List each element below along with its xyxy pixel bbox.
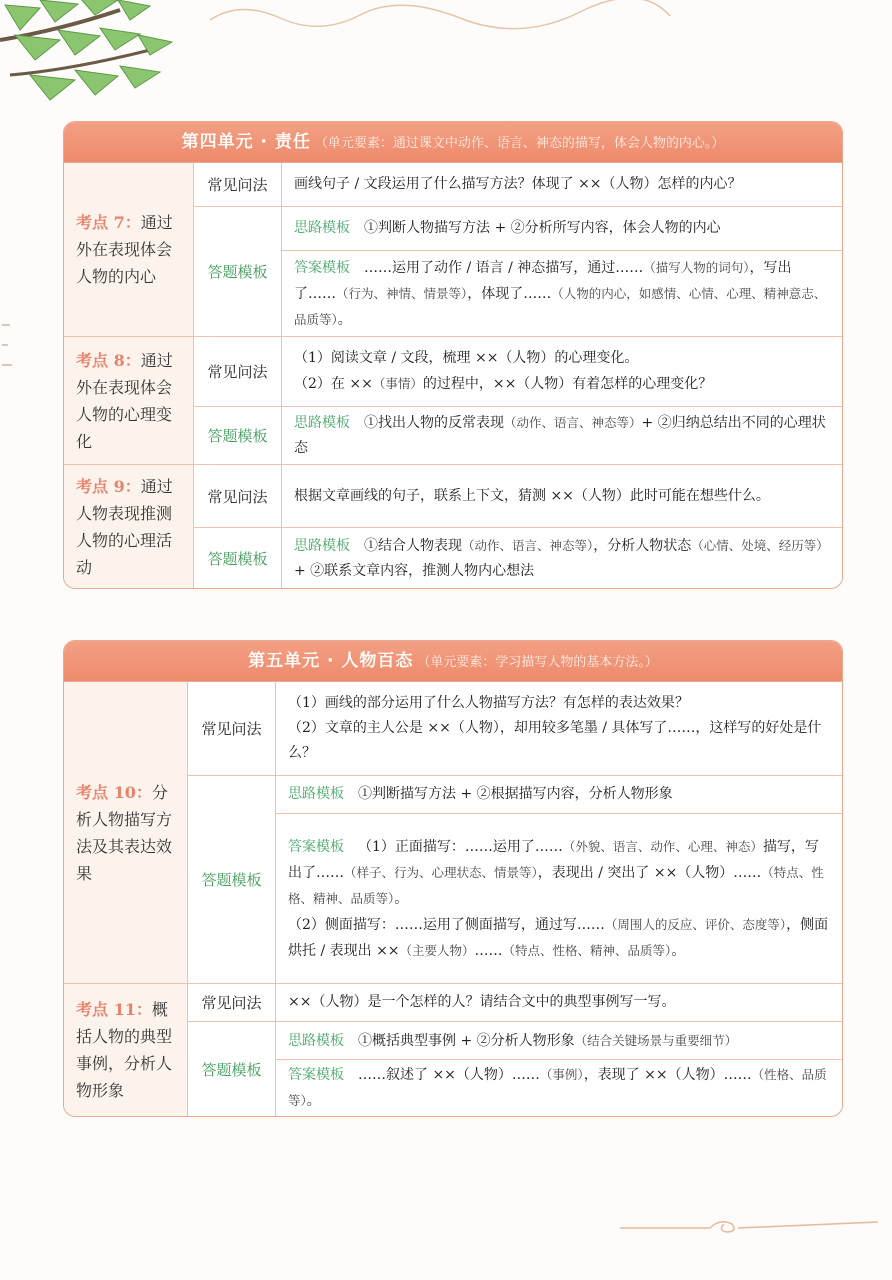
silu-tag: 思路模板 [288, 786, 344, 802]
kaodian-10-answer-label: 答题模板 [188, 776, 276, 984]
kaodian-10 [64, 682, 188, 984]
unit-4-note: （单元要素：通过课文中动作、语言、神态的描写，体会人物的内心。） [314, 136, 725, 151]
silu-text: ，分析人物状态 [593, 537, 692, 554]
daan-note: （样子、行为、心理状态、情景等） [344, 864, 538, 880]
kaodian-11-daan [276, 1060, 842, 1116]
kaodian-8-question-1: （1）阅读文章 / 文段，梳理 ××（人物）的心理变化。 [294, 350, 639, 366]
unit-5-note: （单元要素：学习描写人物的基本方法。） [417, 655, 658, 670]
daan-note: （描写人物的词句） [643, 259, 750, 275]
daan-text: （2）侧面描写：……运用了侧面描写，通过写…… [288, 916, 605, 933]
cloud-line-decoration [200, 0, 680, 30]
kaodian-7-daan [282, 251, 842, 337]
daan-text: ……叙述了 ××（人物）…… [358, 1067, 540, 1083]
pine-branch-decoration [0, 0, 200, 130]
unit-4-title: 第四单元 · 责任 [181, 132, 311, 152]
kaodian-9 [64, 465, 194, 588]
daan-note: （人物的内心，如感情、心情、心理、精神意志、品质等） [294, 285, 827, 327]
kaodian-7-question [282, 163, 842, 207]
daan-note: （特点、性格、精神、品质等） [502, 942, 672, 958]
daan-text: 。 [306, 1093, 321, 1109]
daan-text: （1）正面描写：……运用了…… [358, 838, 563, 855]
silu-text: + ②联系文章内容，推测人物内心想法 [294, 562, 535, 579]
daan-text: ，体现了…… [467, 285, 552, 302]
kaodian-8-question-label: 常见问法 [194, 337, 282, 407]
daan-note: （特点、性格、精神、品质等） [288, 864, 824, 906]
silu-text: + ②归纳总结出不同的心理状态 [294, 415, 826, 456]
kaodian-11-num: 考点 11： [76, 1000, 152, 1019]
kaodian-8-answer-label: 答题模板 [194, 407, 282, 465]
kaodian-10-question-label: 常见问法 [188, 682, 276, 776]
kaodian-11-question [276, 984, 842, 1022]
kaodian-10-num: 考点 10： [76, 782, 152, 802]
kaodian-9-silu [282, 528, 842, 588]
kaodian-10-question-1: （1）画线的部分运用了什么人物描写方法？有怎样的表达效果？ [288, 695, 689, 711]
daan-text: 。 [337, 311, 352, 328]
unit-5-table [63, 640, 843, 1117]
unit-4-header [64, 122, 842, 163]
unit-5-header [64, 641, 842, 682]
silu-note: （动作、语言、神态等） [504, 415, 642, 430]
question-text: 的过程中，××（人物）有着怎样的心理变化？ [422, 376, 713, 392]
kaodian-7-silu-text: ①判断人物描写方法 + ②分析所写内容，体会人物的内心 [364, 220, 721, 236]
kaodian-11-question-text: ××（人物）是一个怎样的人？请结合文中的典型事例写一写。 [288, 994, 676, 1010]
kaodian-9-num: 考点 9： [76, 476, 141, 496]
border-mark-decoration [0, 320, 16, 380]
kaodian-9-answer-label: 答题模板 [194, 528, 282, 588]
daan-tag: 答案模板 [288, 838, 344, 855]
kaodian-10-name: 分析人物描写方法及其表达效果 [76, 782, 173, 883]
silu-note: （结合关键场景与重要细节） [574, 1032, 738, 1048]
kaodian-7-num: 考点 7： [76, 213, 141, 232]
silu-text: ①找出人物的反常表现 [364, 415, 504, 431]
kaodian-7 [64, 163, 194, 337]
silu-tag: 思路模板 [288, 1032, 344, 1049]
silu-note: （心情、处境、经历等） [691, 537, 829, 553]
kaodian-11-name: 概括人物的典型事例，分析人物形象 [76, 1000, 173, 1100]
daan-text: 描写，写出了…… [288, 838, 819, 881]
kaodian-8-num: 考点 8： [76, 350, 141, 370]
daan-tag: 答案模板 [294, 259, 350, 276]
silu-tag: 思路模板 [294, 537, 350, 554]
kaodian-9-name: 通过人物表现推测人物的心理活动 [76, 476, 173, 577]
kaodian-11 [64, 984, 188, 1116]
kaodian-7-silu [282, 207, 842, 251]
daan-text: 。 [394, 890, 409, 907]
kaodian-10-question [276, 682, 842, 776]
kaodian-10-question-2: （2）文章的主人公是 ××（人物），却用较多笔墨 / 具体写了……，这样写的好处是什么？ [288, 720, 822, 761]
kaodian-9-question [282, 465, 842, 528]
daan-text: 。 [671, 942, 686, 959]
daan-text: …… [474, 942, 503, 959]
silu-tag: 思路模板 [294, 220, 350, 236]
question-note: （事情） [372, 376, 423, 391]
unit-5-title: 第五单元 · 人物百态 [248, 651, 414, 671]
daan-note: （外貌、语言、动作、心理、神态） [562, 838, 763, 854]
daan-text: ，写出了…… [294, 259, 792, 302]
kaodian-8-silu [282, 407, 842, 465]
silu-tag: 思路模板 [294, 415, 350, 431]
kaodian-11-question-label: 常见问法 [188, 984, 276, 1022]
kaodian-7-name: 通过外在表现体会人物的内心 [76, 213, 173, 286]
daan-note: （主要人物） [399, 942, 475, 958]
kaodian-11-answer-label: 答题模板 [188, 1022, 276, 1116]
daan-text: ，表现出 / 突出了 ××（人物）…… [537, 864, 762, 881]
kaodian-10-silu [276, 776, 842, 814]
kaodian-10-daan [276, 814, 842, 984]
kaodian-10-silu-text: ①判断描写方法 + ②根据描写内容，分析人物形象 [358, 786, 673, 802]
kaodian-7-question-text: 画线句子 / 文段运用了什么描写方法？体现了 ××（人物）怎样的内心？ [294, 176, 742, 192]
kaodian-8 [64, 337, 194, 465]
kaodian-11-silu [276, 1022, 842, 1060]
unit-4-table [63, 121, 843, 589]
daan-note: （行为、神情、情景等） [336, 285, 468, 301]
kaodian-7-question-label: 常见问法 [194, 163, 282, 207]
daan-note: （周围人的反应、评价、态度等） [604, 916, 787, 932]
daan-tag: 答案模板 [288, 1067, 344, 1083]
silu-text: ①结合人物表现 [364, 537, 462, 554]
daan-text: ，表现了 ××（人物）…… [583, 1067, 752, 1083]
daan-note: （性格、品质等） [288, 1067, 827, 1108]
daan-note: （事例） [539, 1067, 584, 1082]
kaodian-8-question [282, 337, 842, 407]
silu-text: ①概括典型事例 + ②分析人物形象 [358, 1032, 575, 1049]
kaodian-9-question-text: 根据文章画线的句子，联系上下文，猜测 ××（人物）此时可能在想些什么。 [294, 487, 770, 504]
daan-text: ，侧面烘托 / 表现出 ×× [288, 916, 829, 959]
kaodian-7-answer-label: 答题模板 [194, 207, 282, 337]
question-text: （2）在 ×× [294, 376, 373, 392]
kaodian-8-name: 通过外在表现体会人物的心理变化 [76, 350, 173, 451]
kaodian-9-question-label: 常见问法 [194, 465, 282, 528]
swirl-line-decoration [620, 1210, 880, 1240]
daan-text: ……运用了动作 / 语言 / 神态描写，通过…… [364, 259, 644, 276]
silu-note: （动作、语言、神态等） [462, 537, 594, 553]
